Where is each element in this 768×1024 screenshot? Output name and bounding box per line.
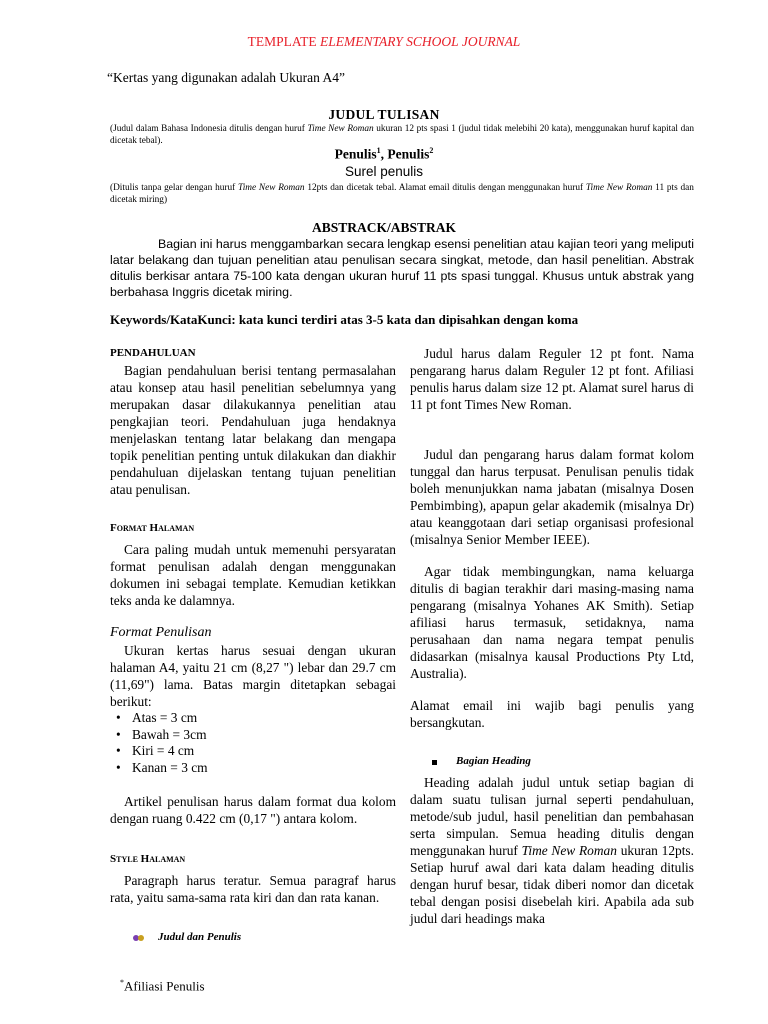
pendahuluan-text: Bagian pendahuluan berisi tentang permasalahan atau konsep atau hasil penelitian sebelumnya yang merupakan dasar dilakukannya penelitian atau pengkajian teori. Pendahuluan juga hendaknya menjelaskan tentang latar belakang dan mengapa topik penelitian penting untuk dilakukan dan diakhir pendahuluan dijelaskan tentang tujuan penelitian atau penulisan. <box>110 363 396 497</box>
paper-size-note: “Kertas yang digunakan adalah Ukuran A4” <box>107 70 346 85</box>
keywords-line: Keywords/KataKunci: kata kunci terdiri atas 3-5 kata dan dipisahkan dengan koma <box>110 312 579 327</box>
paper-title: JUDUL TULISAN <box>328 107 440 122</box>
author-names: Penulis$^1$, Penulis$^2$ <box>334 146 434 162</box>
format-halaman-heading: Format Halaman <box>110 522 195 534</box>
dua-kolom-text: Artikel penulisan harus dalam format dua kolom dengan ruang 0.422 cm (0,17 ") antara kolom. <box>110 794 396 826</box>
margin-item: • Bawah = 3cm <box>110 727 396 744</box>
author-email: Surel penulis <box>344 164 424 179</box>
author-instructions: (Ditulis tanpa gelar dengan huruf Time New Roman 12pts dan dicetak tebal. Alamat email ditulis dengan menggunakan huruf Time New Roman 11 pts dan dicetak miring) <box>110 183 694 205</box>
right-paragraph-3: Agar tidak membingungkan, nama keluarga ditulis di bagian terakhir dari masing-masing nama pengarang (misalnya Yohanes AK Smith). Setiap afiliasi harus termasuk, setidaknya, nama perusahaan dan nama negara tempat penulis didasarkan (misalnya kausal Productions Pty Ltd, Australia). <box>410 564 694 681</box>
left-column <box>110 345 396 498</box>
margin-item: • Kiri = 4 cm <box>110 743 396 760</box>
heading-bullet-icon <box>132 933 146 943</box>
style-halaman-heading: Style Halaman <box>110 853 186 865</box>
title-instructions: (Judul dalam Bahasa Indonesia ditulis dengan huruf Time New Roman ukuran 12 pts spasi 1 (judul tidak melebihi 20 kata), menggunakan huruf kapital dan dicetak tebal). <box>110 124 695 146</box>
margin-item: • Atas = 3 cm <box>110 710 396 727</box>
format-halaman-text: Cara paling mudah untuk memenuhi persyaratan format penulisan adalah dengan menggunakan dokumen ini sebagai template. Kemudian ketikkan teks anda ke dalamnya. <box>110 542 396 608</box>
judul-penulis-heading: Judul dan Penulis <box>158 931 242 943</box>
margin-list <box>110 710 396 776</box>
bagian-heading-label: Bagian Heading <box>456 755 531 767</box>
header-title-italic: ELEMENTARY SCHOOL JOURNAL <box>320 34 521 49</box>
affiliation-footnote: *Afiliasi Penulis <box>120 978 205 994</box>
journal-header-title <box>0 34 768 50</box>
right-paragraph-4: Alamat email ini wajib bagi penulis yang bersangkutan. <box>410 698 694 730</box>
abstract-text: Bagian ini harus menggambarkan secara lengkap esensi penelitian atau kajian teori yang meliputi latar belakang dan tujuan penelitian atau penulisan secara singkat, metode, dan hasil penelitian. Abstrak ditulis berkisar antara 75-100 kata dengan ukuran huruf 11 pts spasi tunggal. Khusus untuk abstrak yang berbahasa Inggris dicetak miring. <box>110 237 694 299</box>
style-halaman-text: Paragraph harus teratur. Semua paragraf harus rata, yaitu sama-sama rata kiri dan dan rata kanan. <box>110 873 396 905</box>
format-penulisan-heading: Format Penulisan <box>110 625 212 640</box>
pendahuluan-heading: PENDAHULUAN <box>110 347 196 359</box>
right-paragraph-2: Judul dan pengarang harus dalam format kolom tunggal dan harus terpusat. Penulisan penulis tidak boleh menunjukkan nama jabatan (misalnya Dosen Pembimbing), apapun gelar akademik (misalnya Dr) atau keanggotaan dari setiap organisasi profesional (misalnya Senior Member IEEE). <box>410 447 694 547</box>
right-paragraph-1: Judul harus dalam Reguler 12 pt font. Nama pengarang harus dalam Reguler 12 pt font. Afiliasi penulis harus dalam size 12 pt. Alamat surel harus di 11 pt font Times New Roman. <box>410 346 694 412</box>
abstract-heading: ABSTRACK/ABSTRAK <box>311 220 457 235</box>
header-title-prefix: TEMPLATE <box>247 34 321 49</box>
heading-description: Heading adalah judul untuk setiap bagian di dalam suatu tulisan jurnal seperti pendahuluan, metode/sub judul, hasil penelitian dan pembahasan serta simpulan. Semua heading ditulis dengan menggunakan huruf Time New Roman ukuran 12pts. Setiap huruf awal dari kata dalam heading ditulis dengan huruf besar, tidak diberi nomor dan dicetak tebal dengan posisi disebelah kiri. Apabila ada sub judul dari headings maka <box>410 775 694 926</box>
square-bullet-icon <box>432 760 437 765</box>
format-penulisan-text: Ukuran kertas harus sesuai dengan ukuran halaman A4, yaitu 21 cm (8,27 ") lebar dan 29.7 cm (11,69") lama. Batas margin ditetapkan sebagai berikut: <box>110 643 396 709</box>
margin-item: • Kanan = 3 cm <box>110 760 396 777</box>
